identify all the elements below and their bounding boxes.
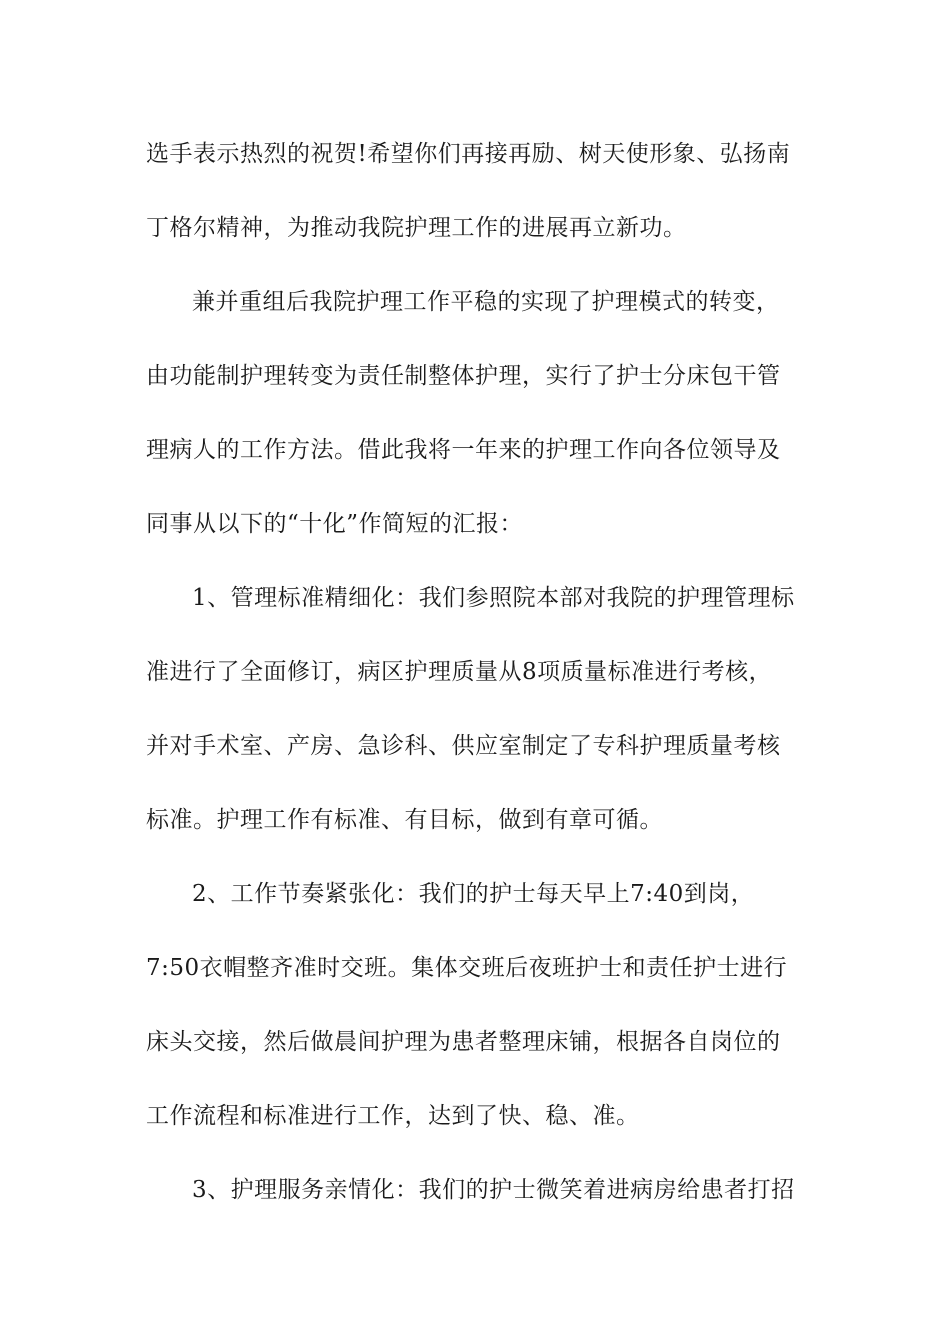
- text-line: 选手表示热烈的祝贺!希望你们再接再励、树天使形象、弘扬南: [146, 141, 791, 167]
- text-line: 床头交接，然后做晨间护理为患者整理床铺，根据各自岗位的: [146, 1029, 781, 1055]
- text-line: 理病人的工作方法。借此我将一年来的护理工作向各位领导及: [146, 437, 781, 463]
- paragraph-start-line: 3、护理服务亲情化：我们的护士微笑着进病房给患者打招: [192, 1177, 795, 1203]
- text-line: 由功能制护理转变为责任制整体护理，实行了护士分床包干管: [146, 363, 781, 389]
- text-line: 并对手术室、产房、急诊科、供应室制定了专科护理质量考核: [146, 733, 781, 759]
- paragraph-start-line: 2、工作节奏紧张化：我们的护士每天早上7:40到岗，: [192, 881, 755, 907]
- text-line: 7:50衣帽整齐准时交班。集体交班后夜班护士和责任护士进行: [146, 955, 788, 981]
- text-line: 标准。护理工作有标准、有目标，做到有章可循。: [146, 807, 663, 833]
- text-line: 同事从以下的“十化”作简短的汇报：: [146, 511, 524, 537]
- text-line: 丁格尔精神，为推动我院护理工作的进展再立新功。: [146, 215, 687, 241]
- paragraph-start-line: 1、管理标准精细化：我们参照院本部对我院的护理管理标: [192, 585, 795, 611]
- paragraph-start-line: 兼并重组后我院护理工作平稳的实现了护理模式的转变，: [192, 289, 780, 315]
- text-line: 工作流程和标准进行工作，达到了快、稳、准。: [146, 1103, 640, 1129]
- text-line: 准进行了全面修订，病区护理质量从8项质量标准进行考核，: [146, 659, 773, 685]
